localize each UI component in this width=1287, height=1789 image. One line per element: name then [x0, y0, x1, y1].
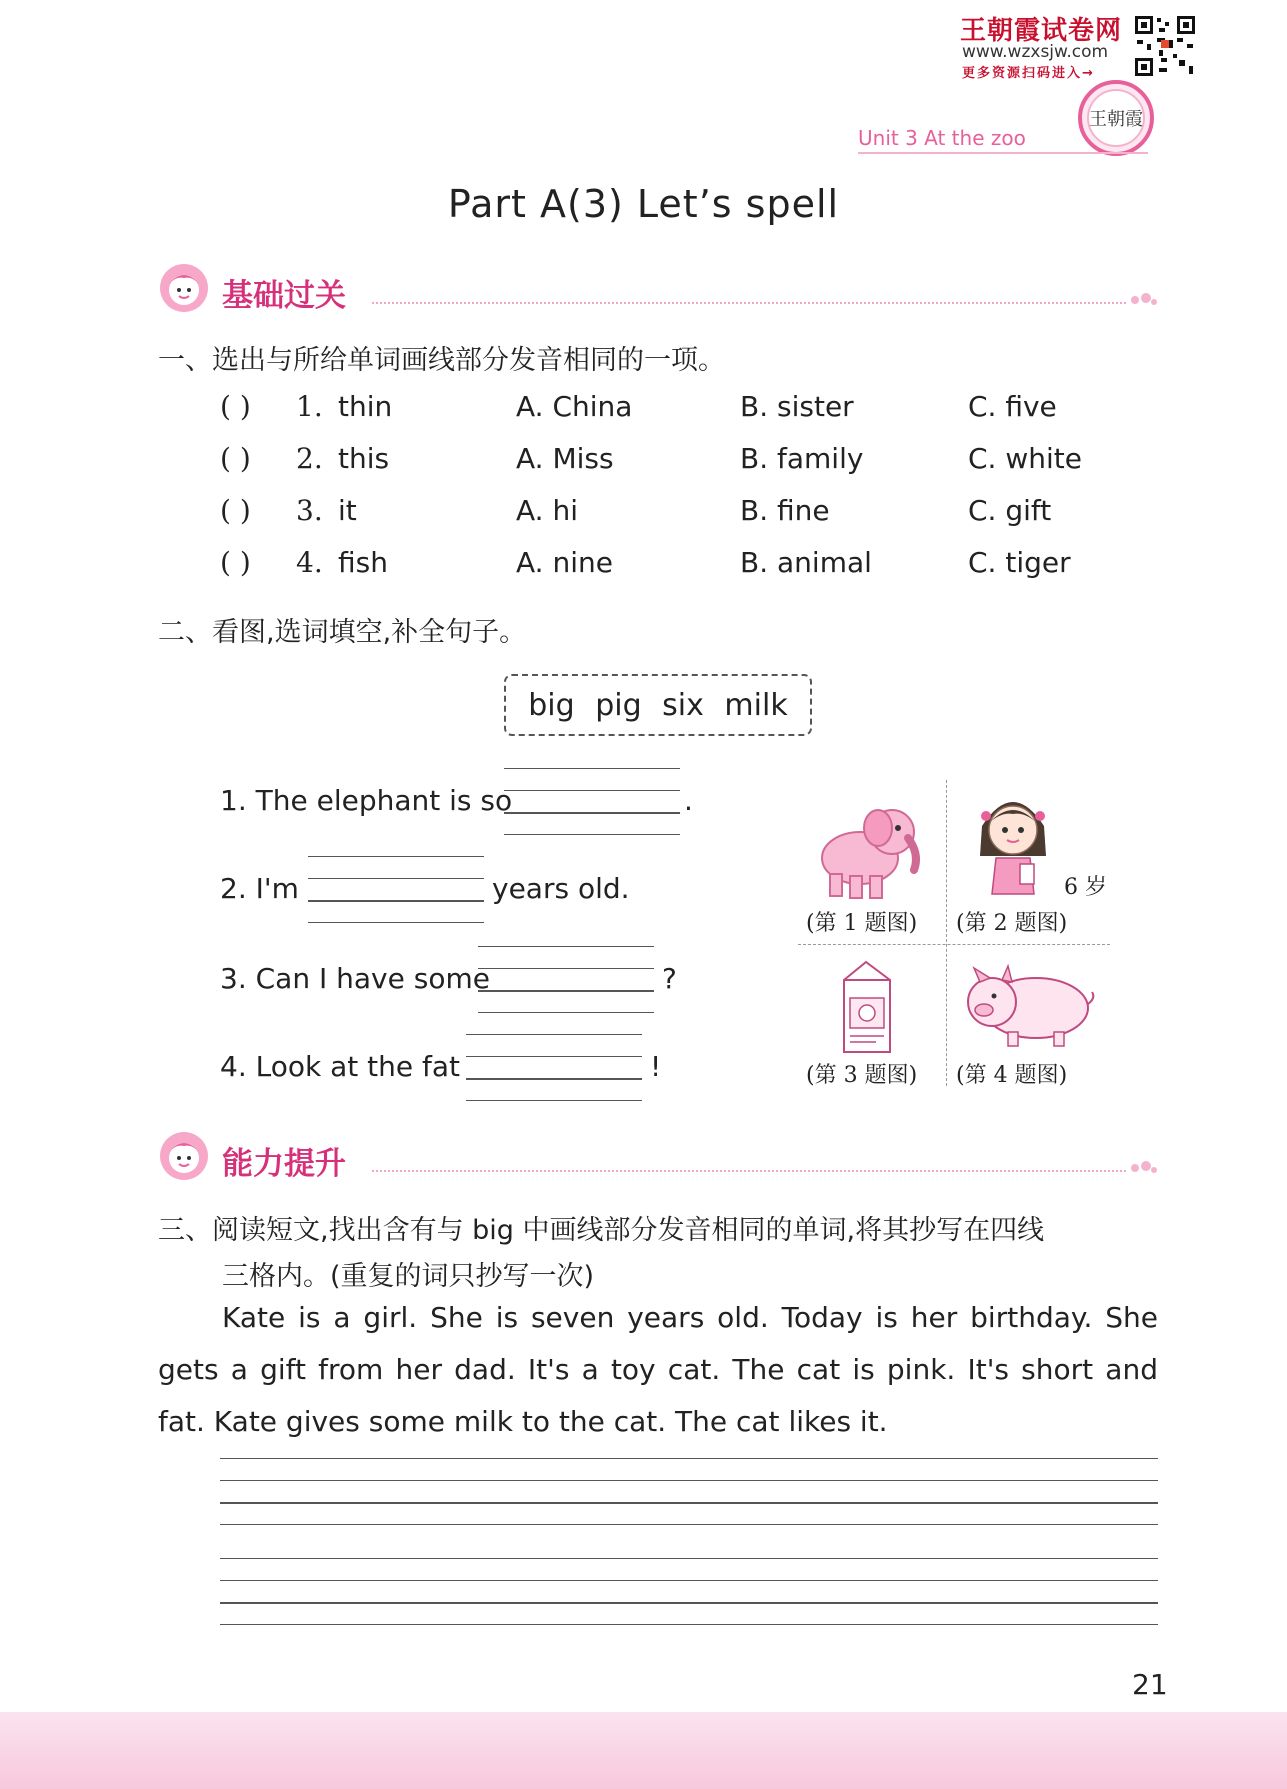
passage-line-2: gets a gift from her dad. It's a toy cat. The cat is pink. It's short and	[158, 1353, 1158, 1386]
pig-icon	[958, 964, 1098, 1050]
target-word: this	[338, 442, 390, 475]
option-c: C. white	[968, 442, 1082, 475]
milk-carton-icon	[836, 958, 898, 1056]
answer-paren[interactable]: ( )	[220, 390, 251, 423]
page-number: 21	[1132, 1668, 1168, 1701]
option-c: C. five	[968, 390, 1057, 423]
q1-row-3	[220, 494, 1100, 534]
qr-code-icon[interactable]	[1133, 14, 1197, 78]
option-c: C. tiger	[968, 546, 1071, 579]
word-bank	[504, 674, 812, 736]
seal-text: 王朝霞	[1089, 109, 1143, 130]
word-bank-item: six	[662, 687, 704, 723]
passage-line-1: Kate is a girl. She is seven years old. Today is her birthday. She	[222, 1301, 1158, 1334]
bottom-band	[0, 1712, 1287, 1789]
age-label: 6 岁	[1064, 875, 1107, 900]
unit-tag: Unit 3 At the zoo	[858, 126, 1026, 150]
reading-passage	[158, 1292, 1158, 1448]
question-number: 3.	[296, 494, 323, 527]
section-rule	[372, 302, 1126, 304]
girl-face-icon	[158, 1130, 210, 1182]
target-word: fish	[338, 546, 388, 579]
answer-paren[interactable]: ( )	[220, 442, 251, 475]
target-word: thin	[338, 390, 393, 423]
elephant-icon	[808, 798, 924, 902]
dots-decoration-icon	[1130, 292, 1158, 308]
option-a: A. nine	[516, 546, 613, 579]
sentence-1-post: .	[684, 784, 693, 817]
q1-row-4	[220, 546, 1100, 586]
brand-url[interactable]: www.wzxsjw.com	[962, 42, 1109, 62]
answer-fourline-1[interactable]	[504, 768, 680, 834]
caption-3: (第 3 题图)	[806, 1063, 918, 1088]
section-title-basic: 基础过关	[222, 278, 346, 314]
q2-heading: 二、看图,选词填空,补全句子。	[158, 617, 527, 648]
option-b: B. sister	[740, 390, 854, 423]
word-bank-item: big	[528, 687, 575, 723]
sentence-3-pre: 3. Can I have some	[220, 962, 490, 995]
answer-fourline-4[interactable]	[466, 1034, 642, 1100]
section-title-advanced: 能力提升	[222, 1146, 346, 1182]
q1-row-1	[220, 390, 1100, 430]
answer-paren[interactable]: ( )	[220, 494, 251, 527]
unit-underline	[858, 152, 1148, 154]
seal-logo-icon	[1076, 78, 1156, 158]
answer-fourline-3[interactable]	[478, 946, 654, 1012]
picture-grid	[798, 780, 1110, 1086]
section-rule	[372, 1170, 1126, 1172]
sentence-4-post: !	[650, 1050, 662, 1083]
dots-decoration-icon	[1130, 1160, 1158, 1176]
writing-fourline-2[interactable]	[220, 1558, 1158, 1624]
caption-4: (第 4 题图)	[956, 1063, 1068, 1088]
option-a: A. China	[516, 390, 633, 423]
passage-line-3: fat. Kate gives some milk to the cat. The cat likes it.	[158, 1405, 888, 1438]
option-c: C. gift	[968, 494, 1052, 527]
sentence-1-pre: 1. The elephant is so	[220, 784, 513, 817]
word-bank-item: milk	[724, 687, 788, 723]
word-bank-item: pig	[595, 687, 642, 723]
q3-heading-line2: 三格内。(重复的词只抄写一次)	[222, 1261, 595, 1292]
section-advanced	[158, 1130, 1158, 1186]
girl-icon	[968, 786, 1058, 896]
option-b: B. family	[740, 442, 864, 475]
brand-name: 王朝霞试卷网	[960, 16, 1123, 46]
q1-heading: 一、选出与所给单词画线部分发音相同的一项。	[158, 345, 725, 376]
answer-fourline-2[interactable]	[308, 856, 484, 922]
option-a: A. hi	[516, 494, 578, 527]
caption-1: (第 1 题图)	[806, 911, 918, 936]
question-number: 4.	[296, 546, 323, 579]
sentence-2-post: years old.	[492, 872, 630, 905]
caption-2: (第 2 题图)	[956, 911, 1068, 936]
option-b: B. fine	[740, 494, 830, 527]
option-b: B. animal	[740, 546, 872, 579]
girl-face-icon	[158, 262, 210, 314]
target-word: it	[338, 494, 357, 527]
question-number: 1.	[296, 390, 323, 423]
brand-more-resources: 更多资源扫码进入→	[962, 66, 1095, 81]
q3-heading-line1: 三、阅读短文,找出含有与 big 中画线部分发音相同的单词,将其抄写在四线	[158, 1215, 1045, 1246]
section-basic	[158, 262, 1158, 318]
sentence-3-post: ?	[662, 962, 677, 995]
option-a: A. Miss	[516, 442, 614, 475]
question-number: 2.	[296, 442, 323, 475]
sentence-2-pre: 2. I'm	[220, 872, 299, 905]
writing-fourline-1[interactable]	[220, 1458, 1158, 1524]
sentence-4-pre: 4. Look at the fat	[220, 1050, 460, 1083]
answer-paren[interactable]: ( )	[220, 546, 251, 579]
page-title: Part A(3) Let’s spell	[447, 182, 840, 226]
q1-row-2	[220, 442, 1100, 482]
